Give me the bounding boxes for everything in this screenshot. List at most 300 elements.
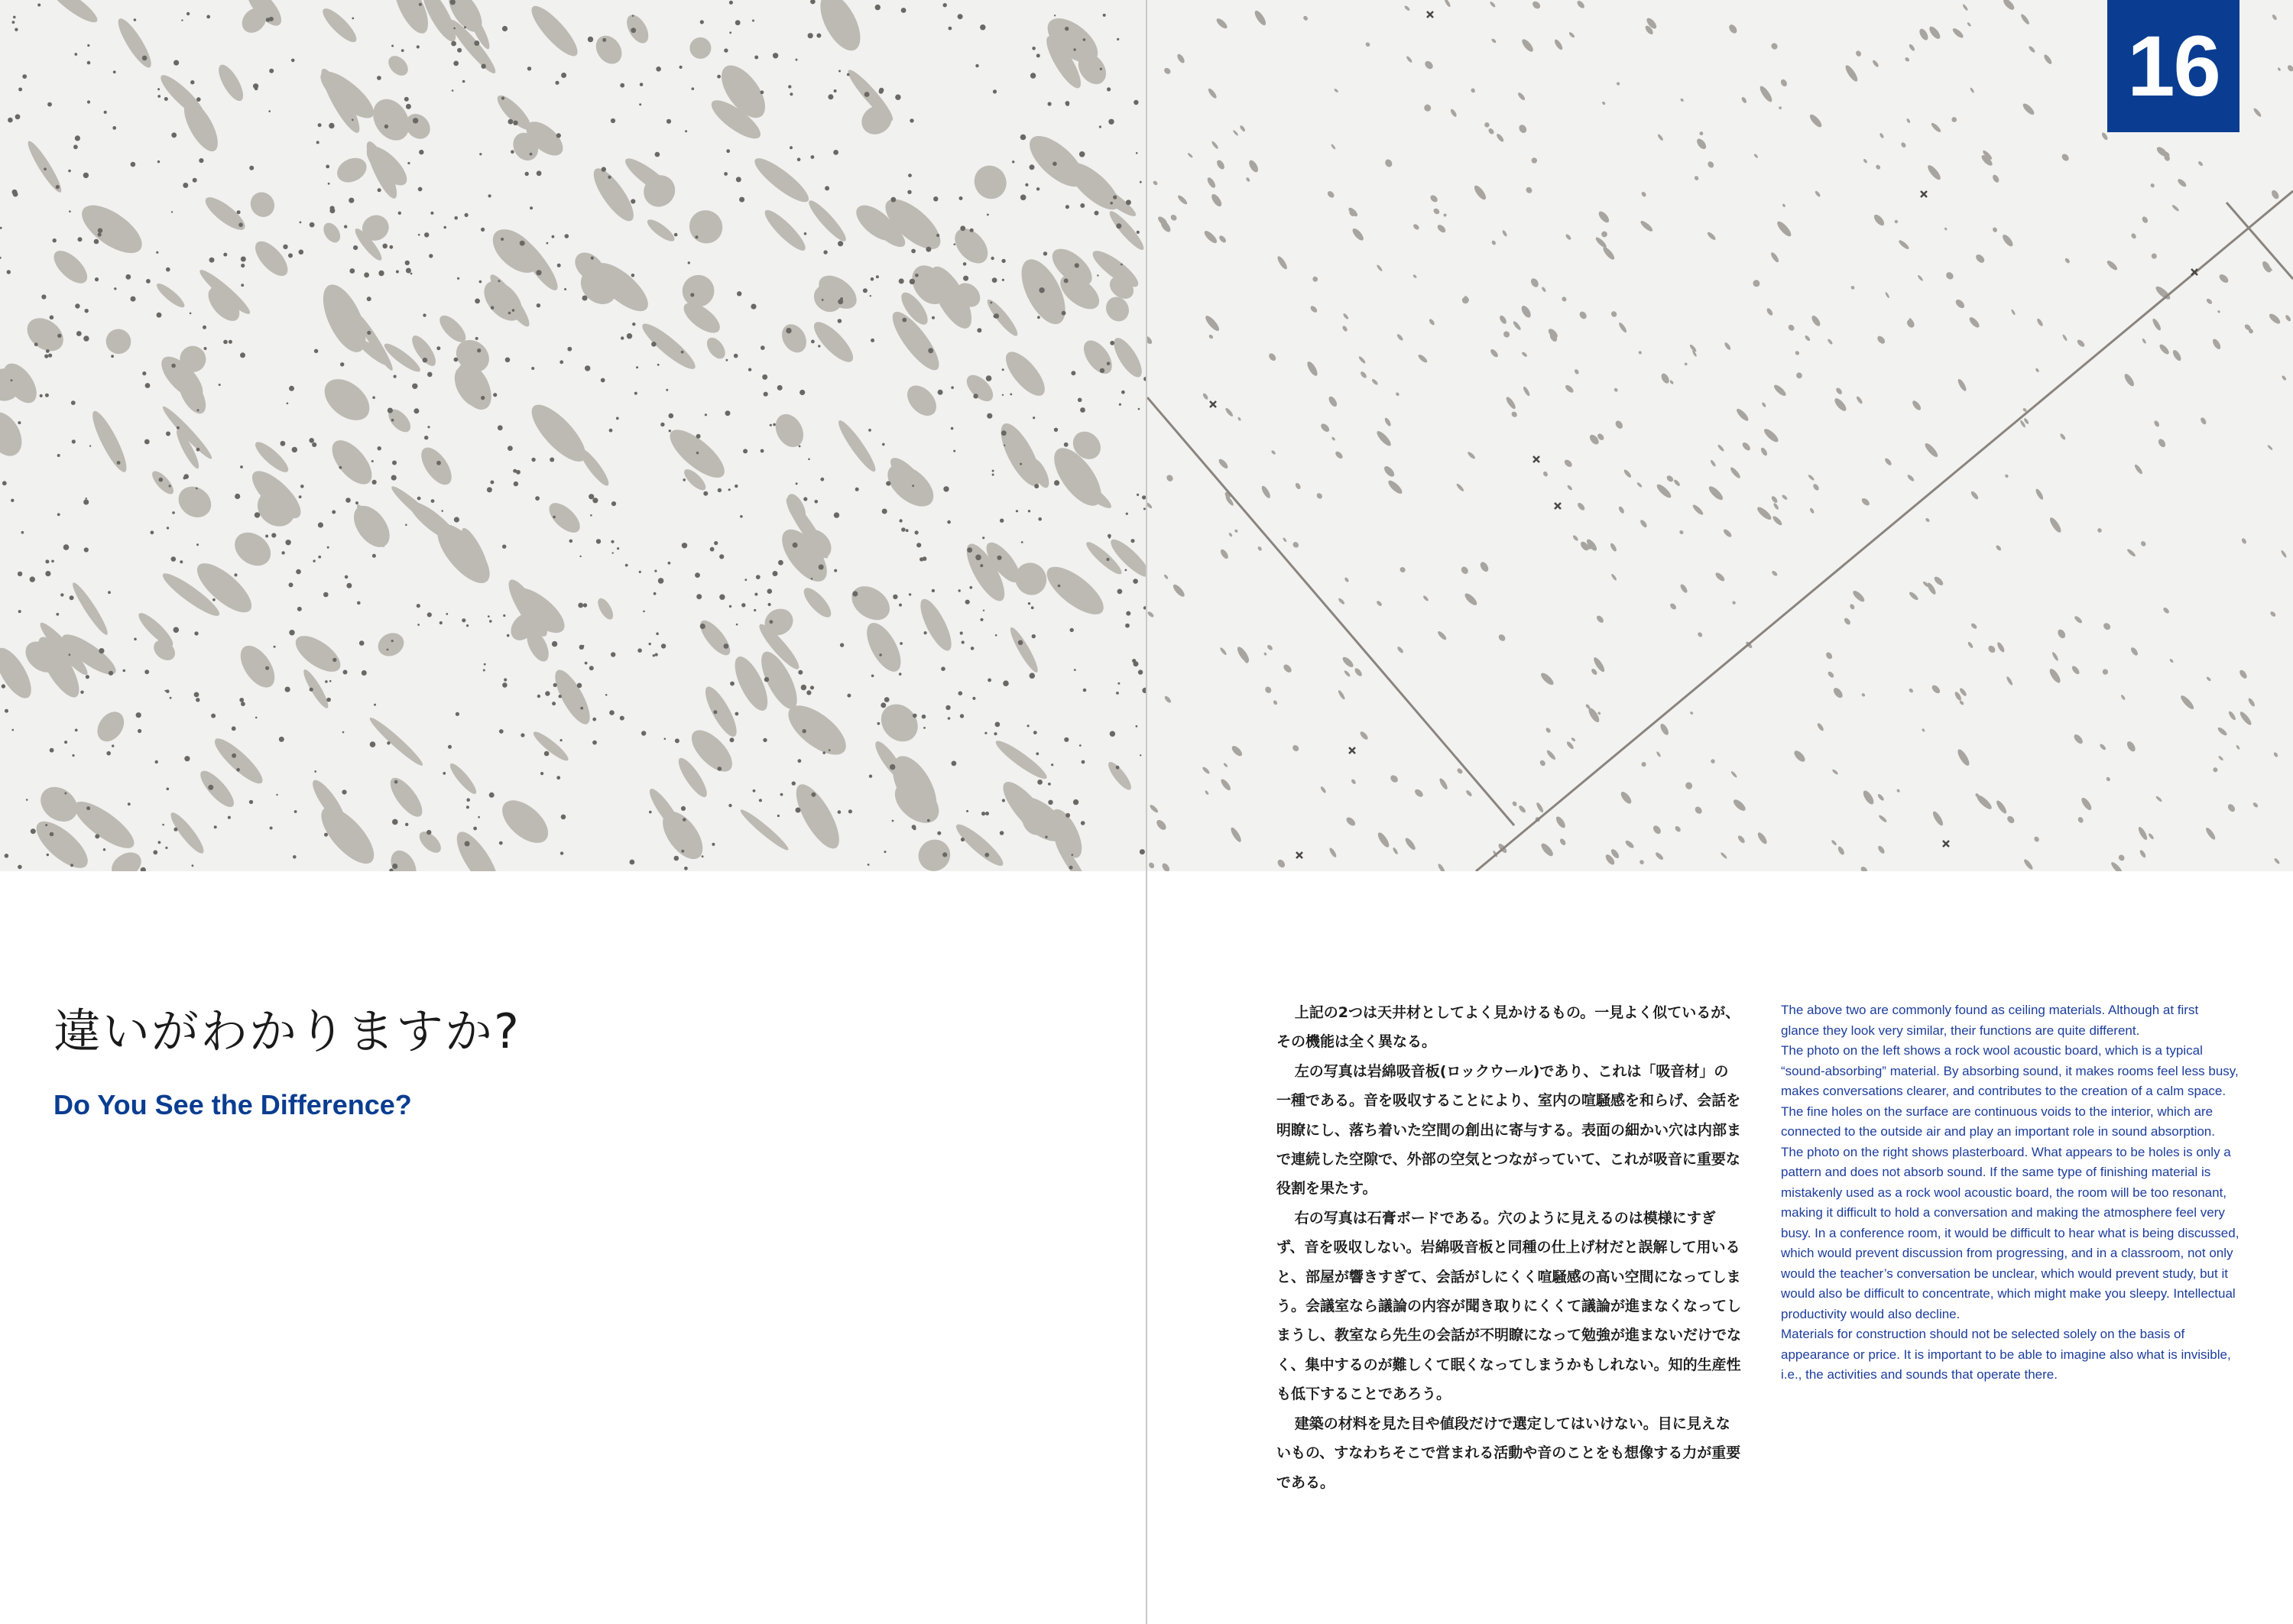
texture-pore <box>196 698 199 702</box>
texture-pore <box>679 66 683 69</box>
texture-pore <box>926 247 931 252</box>
texture-pore <box>799 446 801 448</box>
texture-pore <box>879 88 884 92</box>
texture-pore <box>60 593 63 596</box>
texture-pore <box>427 612 432 617</box>
texture-pore <box>1048 783 1051 786</box>
texture-pore <box>190 313 192 315</box>
texture-pore <box>605 694 608 696</box>
texture-pore <box>592 498 598 503</box>
texture-pore <box>1048 800 1052 805</box>
texture-pore <box>330 206 335 210</box>
texture-pore <box>483 669 485 672</box>
texture-pore <box>2 684 5 688</box>
texture-pore <box>596 539 601 543</box>
texture-pore <box>1028 510 1030 512</box>
body-text-english <box>1781 1000 2239 1386</box>
texture-pore <box>1100 68 1102 70</box>
texture-pore <box>890 764 895 770</box>
texture-pore <box>165 847 167 849</box>
texture-pore <box>537 695 540 698</box>
texture-pore <box>730 737 735 742</box>
texture-pore <box>289 582 294 587</box>
texture-pore <box>177 426 180 430</box>
texture-pore <box>255 717 258 719</box>
texture-pore <box>166 267 170 272</box>
texture-pore <box>962 640 965 643</box>
texture-pore <box>156 251 158 254</box>
texture-pore <box>1012 160 1014 163</box>
texture-pore <box>994 732 997 735</box>
texture-pore <box>1071 371 1075 375</box>
texture-pore <box>47 854 49 856</box>
texture-pore <box>1110 731 1115 737</box>
texture-pore <box>194 692 199 698</box>
texture-pore <box>780 793 783 796</box>
texture-pore <box>761 449 764 453</box>
texture-pore <box>631 274 635 277</box>
texture-pore <box>899 278 904 284</box>
texture-pore <box>427 372 433 378</box>
texture-pore <box>50 832 54 837</box>
body-ja-paragraph: 上記の2つは天井材としてよく見かけるもの。一見よく似ているが、その機能は全く異なる。 <box>1276 1004 1740 1051</box>
texture-pore <box>443 226 446 229</box>
texture-pore <box>276 794 277 796</box>
texture-pore <box>111 355 114 358</box>
texture-pore <box>83 499 89 504</box>
texture-pore <box>1133 579 1138 584</box>
texture-pore <box>184 756 190 761</box>
texture-pore <box>374 704 376 706</box>
texture-pore <box>685 130 687 132</box>
texture-pore <box>864 92 870 97</box>
texture-pore <box>18 572 22 576</box>
texture-pore <box>31 828 36 834</box>
texture-pore <box>734 354 738 358</box>
texture-pore <box>612 552 614 553</box>
texture-pore <box>655 152 660 157</box>
texture-pore <box>167 788 170 791</box>
texture-pore <box>981 812 985 815</box>
texture-pore <box>281 441 286 446</box>
texture-pore <box>69 210 71 212</box>
texture-pore <box>552 702 556 705</box>
texture-pore <box>70 595 74 600</box>
texture-pore <box>473 827 477 831</box>
texture-pore <box>870 295 871 297</box>
texture-pore <box>591 257 594 260</box>
texture-pore <box>991 257 994 260</box>
texture-pore <box>265 666 269 670</box>
texture-pore <box>7 270 11 274</box>
texture-pore <box>1043 251 1047 255</box>
texture-pore <box>1119 404 1121 406</box>
texture-pore <box>923 727 926 729</box>
texture-pore <box>268 110 271 112</box>
texture-pore <box>980 618 983 621</box>
texture-pore <box>696 235 699 238</box>
texture-pore <box>359 640 365 646</box>
texture-pore <box>343 670 348 675</box>
texture-pore <box>345 575 349 579</box>
texture-pore <box>209 258 215 263</box>
texture-pore <box>620 83 624 88</box>
texture-pore <box>1082 760 1085 764</box>
texture-pore <box>816 34 821 38</box>
texture-pore <box>279 737 284 742</box>
texture-pore <box>947 520 951 524</box>
texture-pore <box>47 102 52 107</box>
texture-pore <box>95 277 99 281</box>
texture-pore <box>281 551 284 554</box>
texture-pore <box>530 153 533 156</box>
texture-pore <box>735 485 738 488</box>
texture-pore <box>502 26 508 31</box>
texture-pore <box>241 257 246 262</box>
texture-pore <box>235 494 240 499</box>
texture-pore <box>1072 854 1074 856</box>
texture-pore <box>960 714 964 718</box>
texture-pore <box>117 461 121 465</box>
texture-pore <box>342 789 346 794</box>
texture-pore <box>439 621 443 624</box>
texture-pore <box>1126 199 1131 205</box>
texture-pore <box>811 793 816 797</box>
texture-pore <box>1121 391 1125 394</box>
texture-pore <box>1010 394 1012 396</box>
texture-pore <box>876 275 879 278</box>
texture-pore <box>773 53 778 58</box>
texture-pore <box>503 614 505 617</box>
texture-pore <box>104 111 107 114</box>
texture-pore <box>1001 259 1005 263</box>
texture-pore <box>429 254 433 258</box>
texture-pore <box>68 170 71 173</box>
texture-pore <box>138 729 141 733</box>
texture-pore <box>2 481 7 485</box>
texture-pore <box>621 336 624 339</box>
texture-pore <box>401 49 404 52</box>
texture-pore <box>753 789 756 793</box>
texture-pore <box>18 610 21 613</box>
texture-pore <box>80 691 83 694</box>
texture-pore <box>87 61 91 65</box>
texture-pore <box>297 607 302 611</box>
texture-pore <box>714 541 718 545</box>
texture-pore <box>552 235 555 238</box>
texture-pore <box>882 443 885 446</box>
texture-pore <box>1116 766 1120 770</box>
texture-pore <box>1107 361 1111 365</box>
texture-pore <box>431 499 435 503</box>
texture-pore <box>796 808 801 813</box>
texture-pore <box>167 527 169 529</box>
texture-pore <box>488 615 490 618</box>
texture-pore <box>1016 510 1018 512</box>
texture-pore <box>166 689 170 693</box>
texture-pore <box>271 533 276 537</box>
texture-pore <box>592 741 597 745</box>
texture-pore <box>834 512 839 517</box>
texture-pore <box>669 413 674 419</box>
texture-pore <box>1021 541 1023 543</box>
texture-pore <box>372 554 376 558</box>
texture-pore <box>74 53 77 56</box>
texture-pore <box>151 530 154 534</box>
texture-pore <box>326 165 329 169</box>
texture-pore <box>666 389 668 391</box>
texture-pore <box>314 349 318 353</box>
texture-pore <box>443 772 446 775</box>
texture-pore <box>249 800 253 804</box>
texture-pore <box>76 331 82 336</box>
texture-pore <box>815 500 819 504</box>
texture-pore <box>131 297 136 302</box>
texture-pore <box>441 510 443 512</box>
texture-pore <box>64 793 66 795</box>
texture-pore <box>895 95 900 100</box>
texture-pore <box>474 41 479 46</box>
texture-pore <box>86 498 87 499</box>
texture-pore <box>724 643 729 649</box>
texture-pore <box>339 466 342 469</box>
texture-pore <box>988 679 991 682</box>
texture-pore <box>155 760 158 763</box>
texture-pore <box>86 675 89 679</box>
texture-pore <box>729 31 731 34</box>
texture-pore <box>763 738 767 742</box>
texture-pore <box>995 722 1001 728</box>
texture-pore <box>391 45 394 47</box>
texture-pore <box>754 593 757 596</box>
texture-pore <box>234 573 237 576</box>
texture-pore <box>274 646 276 648</box>
texture-pore <box>1073 799 1078 805</box>
texture-pore <box>391 475 397 481</box>
texture-pore <box>394 375 397 378</box>
texture-pore <box>582 296 588 301</box>
texture-pore <box>70 864 73 867</box>
texture-pore <box>1002 799 1005 802</box>
texture-pore <box>980 24 985 30</box>
texture-pore <box>778 560 783 566</box>
texture-pore <box>508 119 514 125</box>
texture-pore <box>44 355 48 358</box>
texture-pore <box>1137 231 1140 234</box>
texture-pore <box>560 851 563 854</box>
texture-pore <box>1140 849 1145 854</box>
texture-pore <box>346 583 352 588</box>
texture-pore <box>1137 494 1139 496</box>
texture-pore <box>30 576 35 582</box>
texture-pore <box>803 729 806 733</box>
texture-pore <box>391 640 394 642</box>
texture-pore <box>296 569 301 575</box>
texture-pore <box>561 73 566 78</box>
texture-pore <box>136 712 141 718</box>
texture-pore <box>123 669 126 673</box>
texture-pore <box>729 1 733 5</box>
texture-pore <box>712 843 715 846</box>
texture-pore <box>454 358 459 362</box>
texture-pore <box>743 449 748 453</box>
texture-pore <box>457 48 462 53</box>
texture-pore <box>11 379 13 381</box>
texture-pore <box>71 400 76 405</box>
body-ja-paragraph: 右の写真は石膏ボードである。穴のように見えるのは模様にすぎず、音を吸収しない。岩綿吸音板と同種の仕上げ材だと誤解して用いると、部屋が響きすぎて、会話がしにくく喧騒感の高い空間になってしまう。会議室なら議論の内容が聞き取りにくくて議論が進まなくなってしまうし、教室なら先生の会話が不明瞭になって勉強が進まないだけでなく、集中するのが難しくて眠くなってしまうかもしれない。知的生産性も低下することであろう。 <box>1276 1209 1742 1403</box>
texture-pore <box>364 272 369 277</box>
texture-pore <box>975 555 981 561</box>
texture-pore <box>649 643 651 645</box>
texture-pore <box>951 427 954 430</box>
texture-pore <box>174 60 179 66</box>
texture-pore <box>705 413 707 416</box>
texture-pore <box>465 213 469 217</box>
texture-pore <box>299 495 302 498</box>
texture-pore <box>1110 341 1114 345</box>
texture-pore <box>475 299 480 304</box>
texture-pore <box>164 97 168 101</box>
texture-pore <box>681 351 684 354</box>
texture-pore <box>384 125 388 128</box>
texture-pore <box>289 630 294 635</box>
texture-pore <box>585 365 590 371</box>
texture-pore <box>45 571 50 576</box>
texture-pore <box>142 371 146 375</box>
texture-pore <box>388 408 393 413</box>
texture-pore <box>223 340 228 345</box>
texture-pore <box>941 666 945 671</box>
texture-pore <box>11 729 14 731</box>
texture-pore <box>934 196 938 200</box>
texture-pore <box>611 540 614 543</box>
texture-pore <box>367 297 371 301</box>
texture-pore <box>881 702 886 708</box>
texture-pore <box>924 631 927 634</box>
texture-pore <box>18 421 21 424</box>
texture-pore <box>419 3 422 6</box>
texture-pore <box>739 197 744 203</box>
texture-pore <box>172 511 175 514</box>
texture-pore <box>752 20 754 22</box>
texture-pore <box>695 572 700 578</box>
texture-pore <box>726 359 728 361</box>
texture-pore <box>310 688 313 692</box>
texture-pore <box>681 850 684 853</box>
texture-pore <box>828 94 833 99</box>
texture-pore <box>1095 211 1099 216</box>
texture-pore <box>630 860 635 865</box>
texture-pore <box>627 333 632 339</box>
texture-pore <box>56 613 59 616</box>
texture-pore <box>909 593 911 595</box>
texture-pore <box>1052 162 1057 167</box>
texture-pore <box>700 20 704 24</box>
texture-pore <box>641 731 646 735</box>
texture-pore <box>1083 38 1086 41</box>
texture-pore <box>569 540 573 543</box>
texture-pore <box>512 309 515 312</box>
texture-pore <box>144 439 150 445</box>
texture-pore <box>190 80 194 84</box>
texture-pore <box>688 261 690 264</box>
texture-pore <box>95 834 99 838</box>
texture-pore <box>790 146 793 149</box>
texture-pore <box>170 697 172 699</box>
texture-pore <box>134 638 137 641</box>
texture-pore <box>958 14 963 19</box>
texture-pore <box>78 237 83 241</box>
texture-pore <box>171 132 177 138</box>
texture-pore <box>285 687 290 692</box>
texture-pore <box>759 799 762 802</box>
texture-pore <box>489 793 495 798</box>
texture-pore <box>696 452 699 454</box>
texture-pore <box>901 8 906 13</box>
texture-pore <box>498 425 503 430</box>
texture-pore <box>183 183 188 188</box>
texture-pore <box>527 66 531 70</box>
texture-pore <box>531 367 534 370</box>
texture-pore <box>1033 417 1035 419</box>
texture-pore <box>1117 682 1120 685</box>
texture-pore <box>724 48 728 52</box>
texture-pore <box>945 705 950 710</box>
texture-pore <box>748 368 751 371</box>
texture-pore <box>206 15 210 19</box>
texture-pore <box>609 429 613 433</box>
texture-pore <box>588 37 593 42</box>
texture-pore <box>109 671 113 676</box>
texture-pore <box>18 865 22 870</box>
texture-pore <box>884 851 887 853</box>
texture-pore <box>590 514 592 517</box>
texture-pore <box>219 384 221 386</box>
texture-pore <box>462 618 465 622</box>
texture-pore <box>1136 725 1138 728</box>
texture-pore <box>453 28 456 30</box>
texture-pore <box>559 695 562 698</box>
texture-pore <box>300 222 302 224</box>
texture-pore <box>700 624 705 629</box>
texture-pore <box>611 118 615 123</box>
texture-pore <box>724 172 728 176</box>
texture-pore <box>1027 724 1030 727</box>
texture-pore <box>683 818 686 822</box>
texture-pore <box>932 589 935 592</box>
texture-pore <box>608 176 611 179</box>
texture-pore <box>1138 669 1143 674</box>
texture-pore <box>985 812 989 815</box>
texture-pore <box>601 378 605 383</box>
texture-pore <box>196 543 199 546</box>
texture-pore <box>413 118 418 123</box>
texture-pore <box>329 123 334 128</box>
texture-pore <box>1097 274 1098 276</box>
texture-pore <box>840 643 844 647</box>
texture-pore <box>157 160 160 163</box>
texture-pore <box>959 196 963 200</box>
texture-pore <box>674 233 678 237</box>
texture-pore <box>153 850 157 854</box>
texture-pore <box>481 396 485 400</box>
texture-pore <box>761 345 765 350</box>
texture-pore <box>808 459 810 461</box>
texture-pore <box>50 316 54 320</box>
texture-pore <box>829 749 831 751</box>
texture-pore <box>514 481 518 486</box>
texture-pore <box>507 634 510 637</box>
